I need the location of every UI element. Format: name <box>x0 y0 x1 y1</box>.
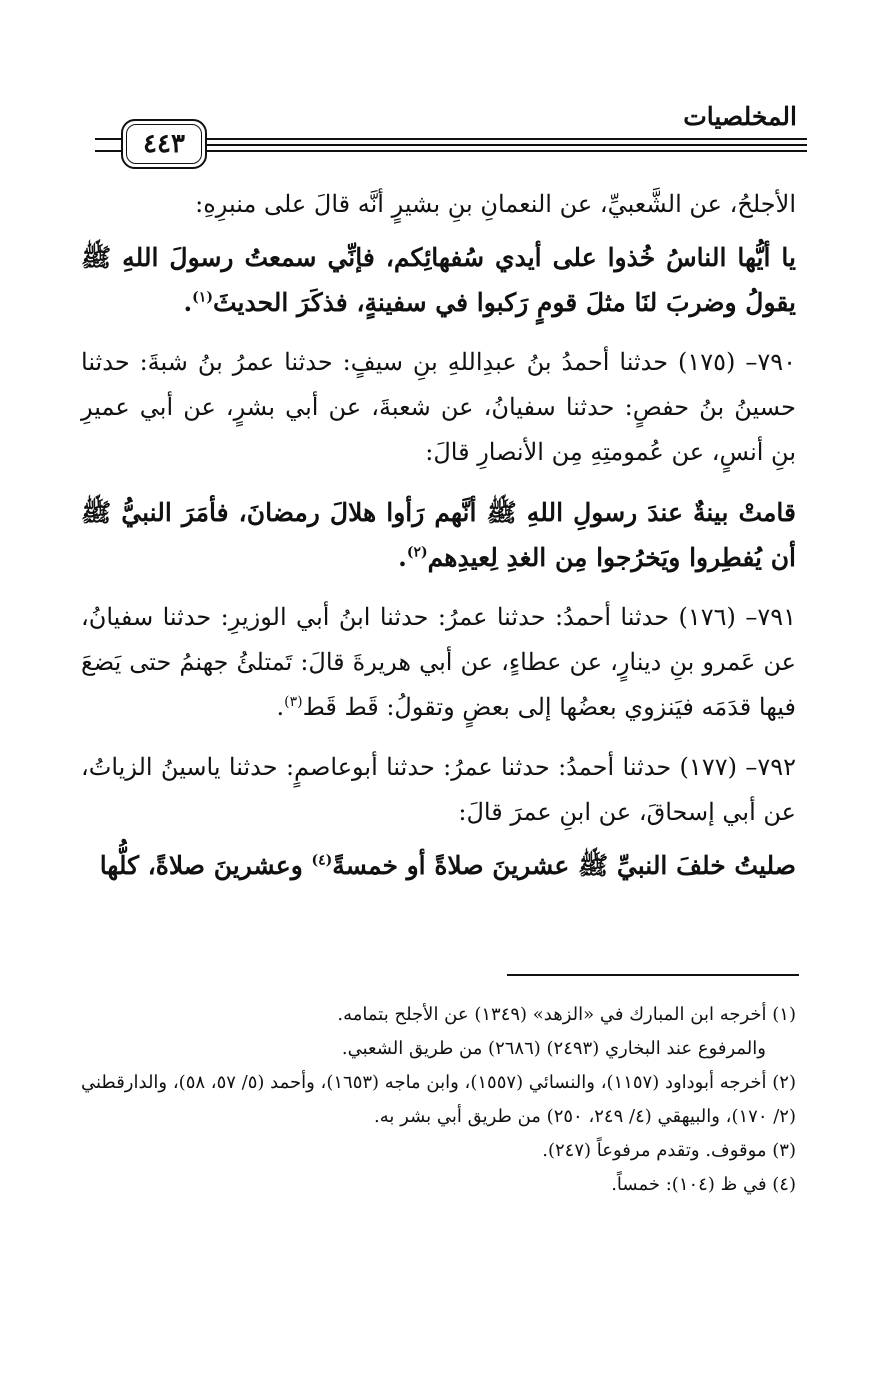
paragraph-end: . <box>276 693 285 721</box>
footnote-ref[interactable]: (٢) <box>406 544 428 561</box>
main-text <box>81 182 796 903</box>
page-header <box>95 100 807 170</box>
hadith-end: . <box>398 543 407 572</box>
footnote-separator <box>507 974 799 976</box>
footnote-1: (١) أخرجه ابن المبارك في «الزهد» (١٣٤٩) عن الأجلح بتمامه. <box>337 1004 796 1025</box>
isnad-paragraph <box>81 340 796 475</box>
footnote-ref[interactable]: (١) <box>192 289 213 306</box>
header-rule <box>207 138 807 152</box>
isnad-paragraph <box>81 745 796 835</box>
isnad-text: ٧٩٢– (١٧٧) حدثنا أحمدُ: حدثنا عمرُ: حدثنا أبوعاصمٍ: حدثنا ياسينُ الزياتُ، عن أبي إسحاقَ، عن ابنِ عمرَ قالَ: <box>81 753 796 826</box>
footnote-4: (٤) في ظ (١٠٤): خمساً. <box>611 1174 796 1195</box>
hadith-body: قامتْ بينةٌ عندَ رسولِ اللهِ ﷺ أنَّهم رَأوا هلالَ رمضانَ، فأمَرَ النبيُّ ﷺ أن يُفطِروا ويَخرُجوا مِن الغدِ لِعيدِهم <box>81 498 796 572</box>
footnotes <box>81 998 796 1202</box>
book-title: المخلصيات <box>683 102 797 131</box>
page-number: ٤٤٣ <box>143 129 185 159</box>
hadith-body: صليتُ خلفَ النبيِّ ﷺ عشرينَ صلاةً أو خمسةً <box>332 851 796 880</box>
hadith-text <box>81 235 796 325</box>
hadith-continuation: وعشرينَ صلاةً، كلُّها <box>99 851 312 880</box>
hadith-end: . <box>183 288 193 317</box>
hadith-text <box>81 490 796 580</box>
header-rule-left <box>95 138 123 152</box>
isnad-paragraph <box>81 595 796 730</box>
footnote-2: (٢) أخرجه أبوداود (١١٥٧)، والنسائي (١٥٥٧)، وابن ماجه (١٦٥٣)، وأحمد (٥/ ٥٧، ٥٨)، والدارقطني (٢/ ١٧٠)، والبيهقي (٤/ ٢٤٩، ٢٥٠) من طريق أبي بشر به. <box>81 1072 796 1127</box>
footnote-1-continuation: والمرفوع عند البخاري (٢٤٩٣) (٢٦٨٦) من طريق الشعبي. <box>341 1038 766 1059</box>
hadith-body: يا أيُّها الناسُ خُذوا على أيدي سُفهائِكم، فإنِّي سمعتُ رسولَ اللهِ ﷺ يقولُ وضربَ لنَا مثلَ قومٍ رَكبوا في سفينةٍ، فذكَرَ الحديثَ <box>81 243 796 317</box>
isnad-text: ٧٩٠– (١٧٥) حدثنا أحمدُ بنُ عبدِاللهِ بنِ سيفٍ: حدثنا عمرُ بنُ شبةَ: حدثنا حسينُ بنُ حفصٍ: حدثنا سفيانُ، عن شعبةَ، عن أبي بشرٍ، عن أبي عميرِ بنِ أنسٍ، عن عُمومتِهِ مِن الأنصارِ قالَ: <box>81 348 796 466</box>
paragraph-text: الأجلحُ، عن الشَّعبيِّ، عن النعمانِ بنِ بشيرٍ أنَّه قالَ على منبرِهِ: <box>195 190 796 218</box>
isnad-text: ٧٩١– (١٧٦) حدثنا أحمدُ: حدثنا عمرُ: حدثنا ابنُ أبي الوزيرِ: حدثنا سفيانُ، عن عَمرو بنِ دينارٍ، عن عطاءٍ، عن أبي هريرةَ قالَ: تَمتلئُ جهنمُ حتى يَضعَ فيها قدَمَه فيَنزوي بعضُها إلى بعضٍ وتقولُ: قَط قَط <box>81 603 796 721</box>
footnote-ref[interactable]: (٤) <box>311 852 333 869</box>
paragraph <box>81 182 796 227</box>
footnote-3: (٣) موقوف. وتقدم مرفوعاً (٢٤٧). <box>542 1140 796 1161</box>
hadith-text <box>81 843 796 888</box>
footnote-ref[interactable]: (٣) <box>284 694 303 710</box>
page-number-frame <box>121 119 207 169</box>
